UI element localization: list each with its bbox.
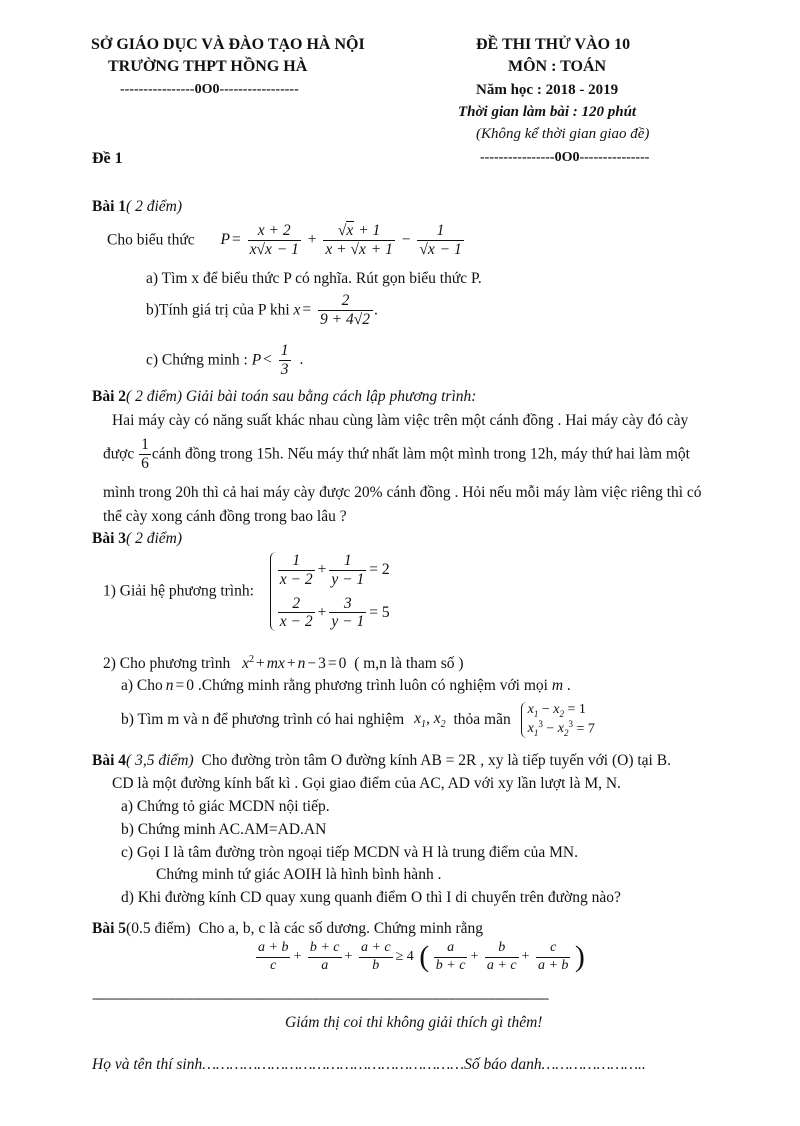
candidate-id-dots: ………………….. — [541, 1056, 646, 1073]
bai1-title: Bài 1 — [92, 198, 127, 215]
bai4-title: Bài 4 — [92, 752, 127, 769]
equation-system: $\frac{1}{x - 2}$ + $\frac{1}{y - 1}$ = 2 $\frac{2}{x - 2}$ + $\frac{3}{y - 1}$ = 5 — [270, 552, 392, 631]
candidate-id-label: Số báo danh — [464, 1056, 542, 1073]
school-name: TRƯỜNG THPT HỒNG HÀ — [108, 58, 308, 75]
bai2-line2 — [103, 436, 690, 473]
fraction: $\frac{x + 2}{x√x - 1}$ — [249, 222, 299, 258]
bai5-title: Bài 5 — [92, 920, 127, 937]
fraction: $\frac{1}{6}$ — [141, 436, 149, 472]
left-divider: ----------------0O0----------------- — [120, 82, 299, 97]
bai4-part-a: a) Chứng tỏ giác MCDN nội tiếp. — [121, 798, 330, 815]
bai3-q2b-mid: thỏa mãn — [453, 711, 511, 729]
fraction: $\frac{2}{9 + 4√2}$ — [318, 292, 373, 329]
bai2-heading — [92, 388, 476, 406]
bai3-q2b-pre: b) Tìm m và n để phương trình có hai nghiệm — [121, 711, 405, 729]
candidate-name-dots: ………………………………………………… — [202, 1056, 465, 1073]
bai3-q2a: a) Cho n = 0 .Chứng minh rằng phương trình luôn có nghiệm với mọi m . — [121, 677, 571, 694]
bai1-heading — [92, 198, 182, 216]
bai2-line1: Hai máy cày có năng suất khác nhau cùng làm việc trên một cánh đồng . Hai máy cày đó cày — [112, 412, 689, 429]
bai3-q2a-pre: a) Cho — [121, 677, 163, 694]
bai3-heading — [92, 530, 182, 548]
bai4-points: ( 3,5 điểm) — [126, 752, 194, 769]
duration-note: (Không kể thời gian giao đề) — [476, 126, 650, 142]
school-year: Năm học : 2018 - 2019 — [476, 82, 619, 98]
footer-divider: ----------------------------------------------------------------------------------------------------------------------------------------- — [92, 990, 549, 1005]
bai3-q1: 1) Giải hệ phương trình: — [103, 582, 254, 600]
bai5-heading — [92, 920, 483, 938]
bai3-system — [103, 552, 392, 631]
bai4-part-c2: Chứng minh tứ giác AOIH là hình bình hành . — [156, 866, 442, 883]
bai5-text: Cho a, b, c là các số dương. Chứng minh rằng — [198, 920, 484, 937]
bai1-part-b: b)Tính giá trị của P khi x = $\frac{2}{9 + 4√2}$ . — [146, 292, 378, 328]
bai3-q2: 2) Cho phương trình $x^2$ + mx + n − 3 = 0 ( m,n là tham số ) — [103, 654, 464, 673]
condition-system: $x_1 - x_2 = 1$ $x_1^3 - x_2^3 = 7$ — [521, 702, 595, 738]
subject: MÔN : TOÁN — [508, 58, 607, 75]
bai1-part-c: c) Chứng minh : P < $\frac{1}{3}$ . — [146, 342, 304, 378]
fraction: $\frac{√x + 1}{x + √x + 1}$ — [325, 222, 393, 258]
bai4-line1: Cho đường tròn tâm O đường kính AB = 2R , xy là tiếp tuyến với (O) tại B. — [201, 752, 671, 769]
bai2-points: ( 2 điểm) Giải bài toán sau bằng cách lập phương trình: — [126, 388, 477, 405]
fraction: $\frac{1}{√x - 1}$ — [419, 222, 462, 258]
bai3-points: ( 2 điểm) — [126, 530, 182, 547]
bai2-line2-post: cánh đồng trong 15h. Nếu máy thứ nhất làm một mình trong 12h, máy thứ hai làm một — [151, 445, 690, 463]
bai4-part-b: b) Chứng minh AC.AM=AD.AN — [121, 821, 327, 838]
bai4-part-d: d) Khi đường kính CD quay xung quanh điểm O thì I di chuyển trên đường nào? — [121, 889, 621, 906]
duration: Thời gian làm bài : 120 phút — [458, 104, 637, 120]
bai2-line2-pre: được — [103, 445, 135, 463]
bai3-q2b: b) Tìm m và n để phương trình có hai nghiệm $x_1$, $x_2$ thỏa mãn $x_1 - x_2 = 1$ $x_1^3 - x_2^3 = 7$ — [121, 702, 595, 739]
bai5-inequality: $\frac{a + b}{c}$ + $\frac{b + c}{a}$ + $\frac{a + c}{b}$ ≥ 4 ( $\frac{a}{b + c}$ + $\frac{b}{a + c}$ + $\frac{c}{a + b}$ ) — [258, 940, 585, 973]
footer-note: Giám thị coi thi không giải thích gì thêm! — [285, 1014, 543, 1031]
bai1-part-c-label: c) Chứng minh : — [146, 351, 248, 369]
bai4-part-c1: c) Gọi I là tâm đường tròn ngoại tiếp MCDN và H là trung điểm của MN. — [121, 844, 578, 861]
bai1-intro: Cho biểu thức — [107, 231, 195, 249]
right-divider: ----------------0O0--------------- — [480, 150, 650, 165]
bai1-part-b-label: b)Tính giá trị của P khi — [146, 301, 290, 319]
fraction: $\frac{1}{3}$ — [280, 342, 289, 378]
exam-title: ĐỀ THI THỬ VÀO 10 — [476, 36, 631, 53]
bai5-points: (0.5 điểm) — [126, 920, 191, 937]
department-name: SỞ GIÁO DỤC VÀ ĐÀO TẠO HÀ NỘI — [91, 36, 365, 53]
bai2-line4: thể cày xong cánh đồng trong bao lâu ? — [103, 508, 347, 525]
bai1-expression: Cho biểu thức P = $\frac{x + 2}{x√x - 1}$ + $\frac{√x + 1}{x + √x + 1}$ − $\frac{1}{√x - 1}$ — [107, 222, 462, 258]
bai1-points: ( 2 điểm) — [126, 198, 182, 215]
candidate-name-label: Họ và tên thí sinh — [92, 1056, 203, 1073]
bai4-heading — [92, 752, 671, 770]
bai2-line3: mình trong 20h thì cả hai máy cày được 20% cánh đồng . Hỏi nếu mỗi máy làm việc riêng thì có — [103, 484, 702, 501]
exam-code: Đề 1 — [92, 150, 123, 167]
bai1-part-a: a) Tìm x để biểu thức P có nghĩa. Rút gọn biểu thức P. — [146, 270, 482, 287]
bai2-title: Bài 2 — [92, 388, 127, 405]
bai3-title: Bài 3 — [92, 530, 127, 547]
bai3-q2-post: ( m,n là tham số ) — [354, 655, 464, 673]
bai3-q2-pre: 2) Cho phương trình — [103, 655, 231, 673]
bai3-q2a-post: .Chứng minh rằng phương trình luôn có nghiệm với mọi — [197, 677, 548, 694]
candidate-info — [92, 1056, 646, 1074]
bai4-line2: CD là một đường kính bất kì . Gọi giao điểm của AC, AD với xy lần lượt là M, N. — [112, 775, 621, 792]
